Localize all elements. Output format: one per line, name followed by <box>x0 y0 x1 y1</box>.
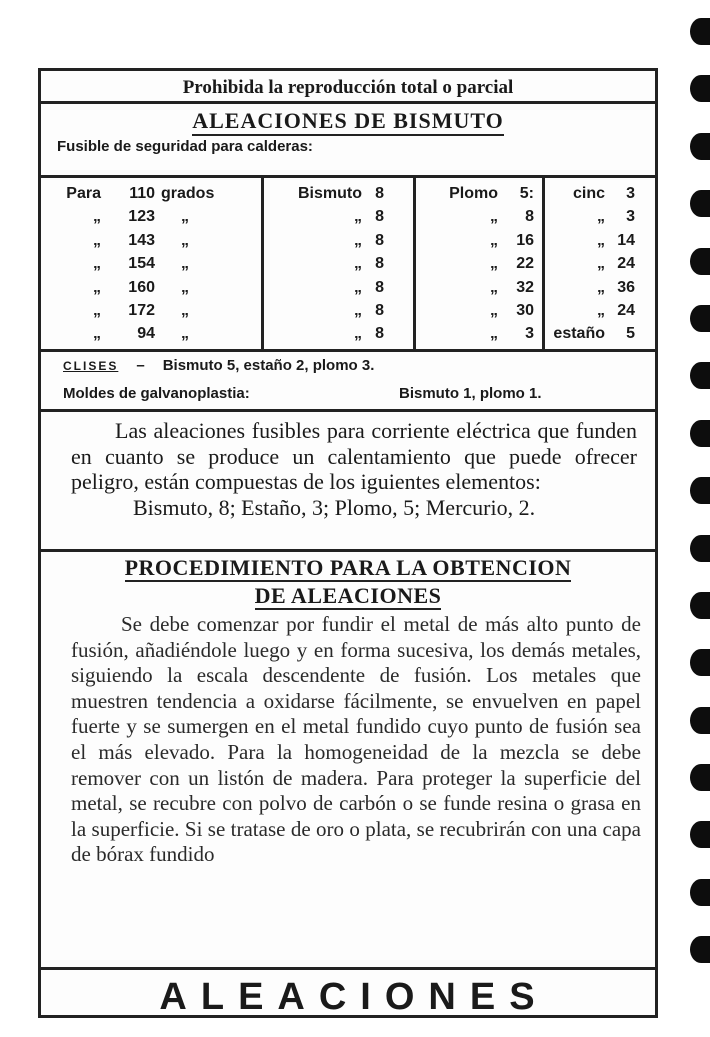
temperature-unit: grados <box>161 185 215 202</box>
temperature-cell <box>41 322 261 345</box>
temperature-value: 143 <box>128 231 155 249</box>
temperature-cell <box>41 182 261 205</box>
plomo-cell <box>416 322 542 345</box>
bismuto-label: Bismuto <box>298 185 362 202</box>
fusibles-elements: Bismuto, 8; Estaño, 3; Plomo, 5; Mercurio, 2. <box>133 494 536 520</box>
temperature-cell <box>41 252 261 275</box>
plomo-value: 5: <box>519 185 534 202</box>
bismuto-value: 8 <box>375 301 384 319</box>
temperature-prefix: „ <box>93 255 101 273</box>
clises-line: CLISES – Bismuto 5, estaño 2, plomo 3. <box>63 357 375 374</box>
plomo-label: „ <box>490 231 498 249</box>
plomo-value: 3 <box>525 325 534 343</box>
recipe-card <box>38 68 658 1018</box>
clises-section <box>41 352 655 412</box>
bismuto-cell <box>264 229 413 252</box>
plomo-cell <box>416 299 542 322</box>
cinc-cell <box>545 322 655 345</box>
cinc-label: „ <box>597 255 605 273</box>
bismuto-value: 8 <box>375 208 384 226</box>
cinc-label: cinc <box>572 185 605 202</box>
binding-hole <box>690 190 710 217</box>
moldes-text: Bismuto 1, plomo 1. <box>399 385 542 402</box>
temperature-value: 94 <box>137 325 155 343</box>
cinc-label: „ <box>597 301 605 319</box>
cinc-value: 24 <box>617 255 635 273</box>
procedimiento-text-block <box>41 612 655 868</box>
plomo-cell <box>416 252 542 275</box>
cinc-value: 3 <box>626 185 635 202</box>
bismuto-cell <box>264 182 413 205</box>
plomo-value: 30 <box>516 301 534 319</box>
plomo-value: 22 <box>516 255 534 273</box>
procedimiento-section <box>41 552 655 970</box>
fusibles-text: Las aleaciones fusibles para corriente eléctrica que funden en cuanto se produce un calentamiento que puede ofrecer peligro, están compuestas de los iguientes elementos: <box>71 418 637 494</box>
binding-hole <box>690 133 710 160</box>
binding-hole <box>690 305 710 332</box>
cinc-cell <box>545 276 655 299</box>
temperature-unit: „ <box>181 255 189 273</box>
cinc-value: 36 <box>617 278 635 296</box>
bismuto-label: „ <box>354 231 362 249</box>
bismuto-value: 8 <box>375 278 384 296</box>
temperature-unit: „ <box>181 301 189 319</box>
binding-hole <box>690 477 710 504</box>
temperature-cell <box>41 229 261 252</box>
moldes-line <box>41 380 655 408</box>
plomo-label: Plomo <box>449 185 498 202</box>
plomo-cell <box>416 276 542 299</box>
temperature-prefix: „ <box>93 231 101 249</box>
bismuto-value: 8 <box>375 185 384 202</box>
bismuto-value: 8 <box>375 231 384 249</box>
copyright-notice: Prohibida la reproducción total o parcial <box>41 71 655 104</box>
binding-hole <box>690 764 710 791</box>
fusibles-paragraph <box>41 412 655 552</box>
page-title-text: ALEACIONES DE BISMUTO <box>192 108 504 136</box>
cinc-cell <box>545 229 655 252</box>
plomo-value: 8 <box>525 208 534 226</box>
temperature-value: 172 <box>128 301 155 319</box>
procedimiento-title-line1: PROCEDIMIENTO PARA LA OBTENCION <box>124 555 572 580</box>
temperature-cell <box>41 299 261 322</box>
clises-label: CLISES <box>63 359 119 373</box>
cinc-label: „ <box>597 208 605 226</box>
binding-hole <box>690 592 710 619</box>
title-section <box>41 104 655 178</box>
binding-hole <box>690 362 710 389</box>
binding-hole <box>690 420 710 447</box>
temperature-prefix: „ <box>93 325 101 343</box>
temperature-value: 154 <box>128 255 155 273</box>
temperature-unit: „ <box>181 231 189 249</box>
binding-hole <box>690 879 710 906</box>
moldes-label: Moldes de galvanoplastia: <box>63 385 250 402</box>
temperature-prefix: „ <box>93 208 101 226</box>
plomo-column <box>416 178 545 349</box>
temperature-prefix: Para <box>66 185 101 202</box>
bismuto-value: 8 <box>375 325 384 343</box>
temperature-value: 110 <box>129 185 155 202</box>
plomo-cell <box>416 229 542 252</box>
bismuto-cell <box>264 252 413 275</box>
temperature-prefix: „ <box>93 278 101 296</box>
cinc-cell <box>545 205 655 228</box>
procedimiento-title-line2: DE ALEACIONES <box>254 583 442 608</box>
bismuto-label: „ <box>354 208 362 226</box>
temperature-cell <box>41 205 261 228</box>
bismuto-cell <box>264 276 413 299</box>
page-title <box>41 104 655 134</box>
bismuto-label: „ <box>354 301 362 319</box>
cinc-label: „ <box>597 278 605 296</box>
bismuto-column <box>264 178 416 349</box>
temperature-column <box>41 178 264 349</box>
bismuto-value: 8 <box>375 255 384 273</box>
plomo-value: 32 <box>516 278 534 296</box>
fusible-table <box>41 178 655 352</box>
binding-hole <box>690 75 710 102</box>
cinc-cell <box>545 182 655 205</box>
bismuto-cell <box>264 205 413 228</box>
temperature-unit: „ <box>181 278 189 296</box>
cinc-label: „ <box>597 231 605 249</box>
binding-hole <box>690 248 710 275</box>
cinc-cell <box>545 299 655 322</box>
plomo-value: 16 <box>516 231 534 249</box>
clises-text: Bismuto 5, estaño 2, plomo 3. <box>162 357 375 374</box>
spiral-binding <box>686 18 710 994</box>
temperature-unit: „ <box>181 325 189 343</box>
plomo-cell <box>416 182 542 205</box>
binding-hole <box>690 18 710 45</box>
cinc-value: 3 <box>626 208 635 226</box>
bismuto-label: „ <box>354 325 362 343</box>
plomo-cell <box>416 205 542 228</box>
bismuto-label: „ <box>354 278 362 296</box>
plomo-label: „ <box>490 301 498 319</box>
temperature-cell <box>41 276 261 299</box>
plomo-label: „ <box>490 208 498 226</box>
cinc-estano-column <box>545 178 655 349</box>
plomo-label: „ <box>490 278 498 296</box>
plomo-label: „ <box>490 325 498 343</box>
bismuto-cell <box>264 322 413 345</box>
temperature-unit: „ <box>181 208 189 226</box>
cinc-value: 24 <box>617 301 635 319</box>
cinc-cell <box>545 252 655 275</box>
binding-hole <box>690 936 710 963</box>
binding-hole <box>690 535 710 562</box>
binding-hole <box>690 707 710 734</box>
temperature-value: 123 <box>128 208 155 226</box>
footer-title: ALEACIONES <box>159 976 549 1018</box>
bismuto-label: „ <box>354 255 362 273</box>
temperature-value: 160 <box>128 278 155 296</box>
cinc-value: 14 <box>617 231 635 249</box>
temperature-prefix: „ <box>93 301 101 319</box>
plomo-label: „ <box>490 255 498 273</box>
procedimiento-title <box>41 552 655 610</box>
cinc-value: 5 <box>626 325 635 343</box>
subtitle: Fusible de seguridad para calderas: <box>57 138 313 155</box>
cinc-label: estaño <box>553 325 605 343</box>
binding-hole <box>690 821 710 848</box>
procedimiento-text: Se debe comenzar por fundir el metal de más alto punto de fusión, añadiéndole luego y en forma sucesiva, los demás metales, siguiendo la escala descendente de fusión. Los metales que muestren tendencia a oxidarse fácilmente, se envuelven en papel fuerte y se sumergen en el metal fundido cuyo punto de fusión sea el más elevado. Para la homogeneidad de la mezcla se debe remover con un listón de madera. Para proteger la superficie del metal, se recubre con polvo de carbón o se funde resina o grasa en la superficie. Si se tratase de oro o plata, se recubrirán con una capa de bórax fundido <box>71 612 641 867</box>
binding-hole <box>690 649 710 676</box>
bismuto-cell <box>264 299 413 322</box>
